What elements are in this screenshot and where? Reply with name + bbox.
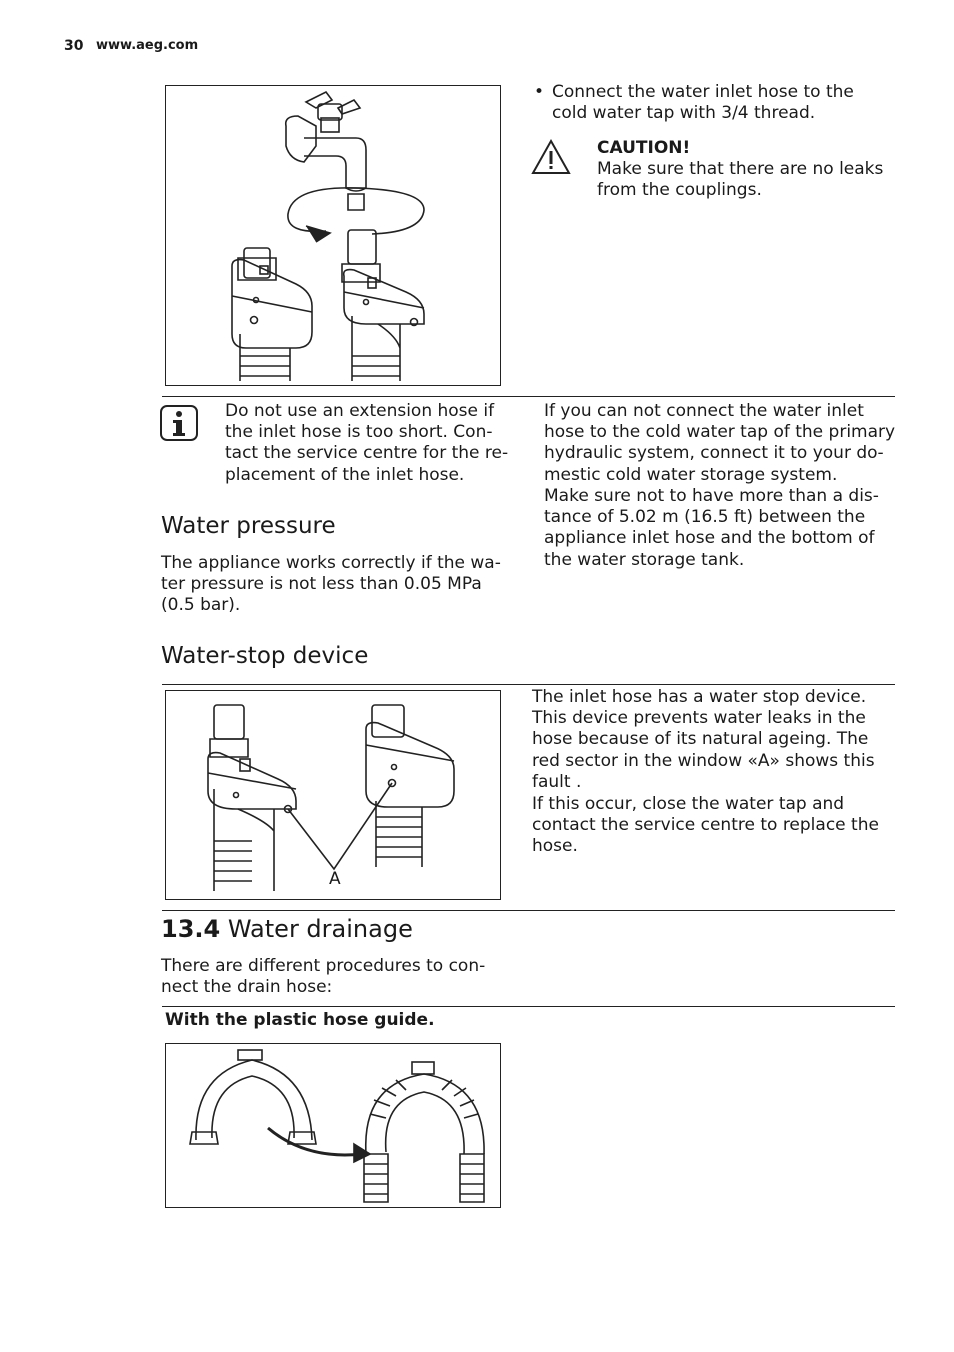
tap-connection-illustration bbox=[166, 86, 500, 385]
storage-distance-text: Make sure not to have more than a distance of 5.02 m (16.5 ft) between the appliance inlet hose and the bottom of the water storage tank. bbox=[544, 486, 879, 570]
drainage-subheading: With the plastic hose guide. bbox=[165, 1010, 435, 1030]
divider-1 bbox=[162, 396, 895, 397]
water-stop-illustration bbox=[166, 691, 500, 899]
storage-system-text: If you can not connect the water inlet hose to the cold water tap of the primary hydraulic system, connect it to your domestic cold water storage system. bbox=[544, 401, 896, 485]
divider-3 bbox=[162, 910, 895, 911]
info-icon bbox=[159, 404, 199, 446]
figure-tap-connection bbox=[165, 85, 501, 386]
figure-water-stop bbox=[165, 690, 501, 900]
section-number: 13.4 bbox=[161, 915, 221, 943]
water-drainage-heading bbox=[161, 915, 413, 943]
water-stop-action-text: If this occur, close the water tap and contact the service centre to replace the hose. bbox=[532, 794, 879, 857]
caution-title: CAUTION! bbox=[597, 138, 691, 158]
water-stop-text: The inlet hose has a water stop device. This device prevents water leaks in the hose because of its natural ageing. The red sector in the window «A» shows this fault . bbox=[532, 687, 875, 792]
divider-2 bbox=[162, 684, 895, 685]
bullet-dot: • bbox=[534, 82, 545, 102]
hose-guide-illustration bbox=[166, 1044, 500, 1207]
website-url[interactable]: www.aeg.com bbox=[96, 38, 199, 53]
inlet-bullet-text: Connect the water inlet hose to the cold water tap with 3/4 thread. bbox=[552, 82, 854, 124]
water-pressure-heading: Water pressure bbox=[161, 513, 336, 539]
info-note-text: Do not use an extension hose if the inlet hose is too short. Contact the service centre for the replacement of the inlet hose. bbox=[225, 401, 509, 485]
page-number: 30 bbox=[64, 38, 84, 54]
section-title: Water drainage bbox=[227, 915, 413, 943]
divider-4 bbox=[162, 1006, 895, 1007]
caution-warning-icon bbox=[531, 138, 571, 180]
drainage-text: There are different procedures to connect the drain hose: bbox=[161, 956, 486, 998]
figure-hose-guide bbox=[165, 1043, 501, 1208]
caution-text: Make sure that there are no leaks from the couplings. bbox=[597, 159, 884, 201]
figure-label-a: A bbox=[329, 869, 341, 889]
water-stop-heading: Water-stop device bbox=[161, 643, 369, 669]
water-pressure-text: The appliance works correctly if the water pressure is not less than 0.05 MPa (0.5 bar). bbox=[161, 553, 501, 616]
